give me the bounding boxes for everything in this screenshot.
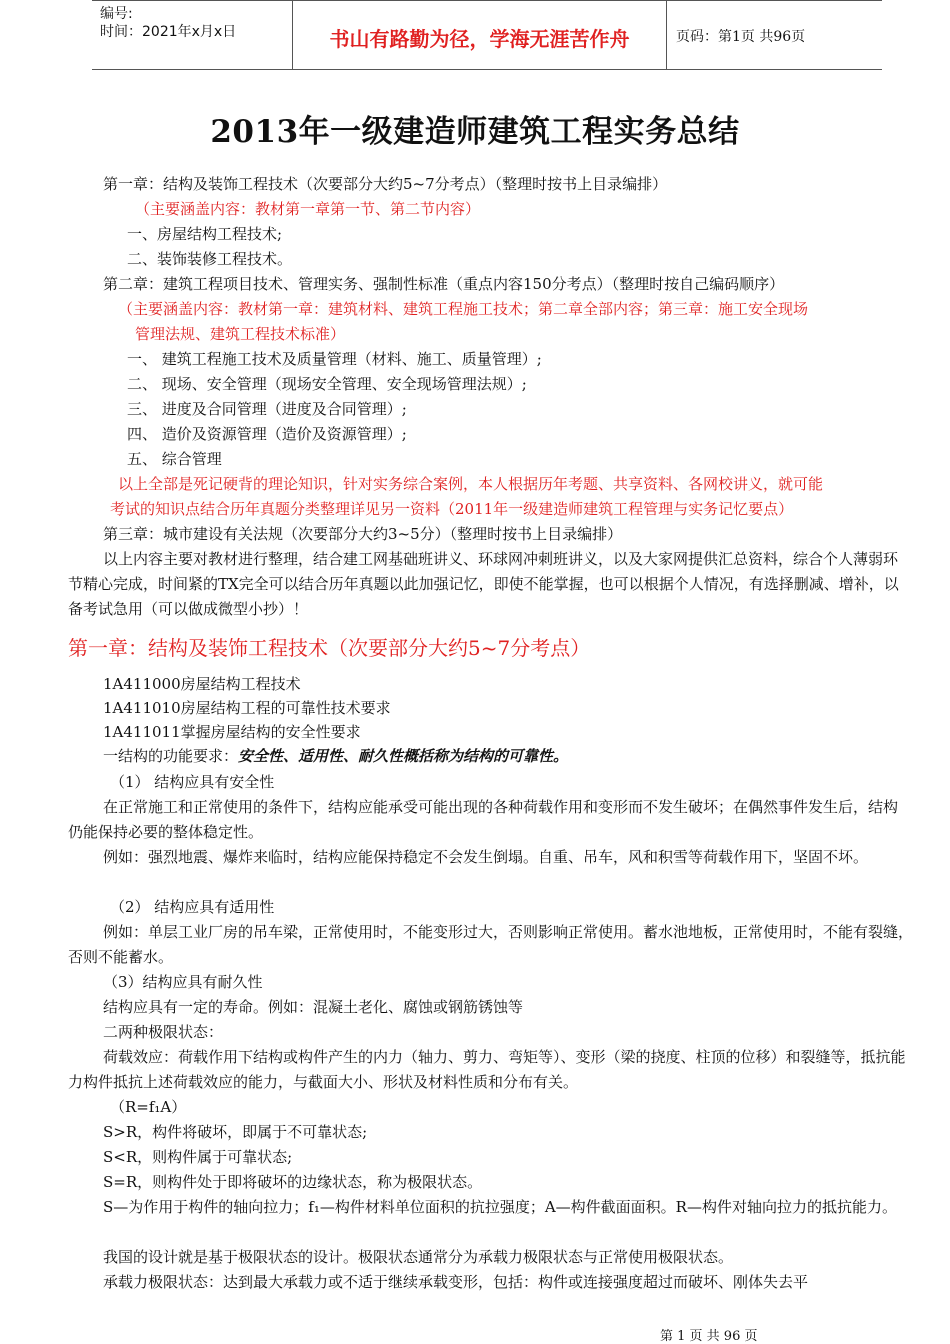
body-line: S<R，则构件属于可靠状态;: [103, 1148, 293, 1166]
intro-line: （主要涵盖内容：教材第一章第一节、第二节内容）: [135, 200, 481, 218]
body-line: 1A411000房屋结构工程技术: [103, 675, 301, 693]
intro-line: 一、 建筑工程施工技术及质量管理（材料、施工、质量管理）;: [127, 350, 542, 368]
body-line: [103, 744, 568, 769]
body-paragraph: 荷载效应：荷载作用下结构或构件产生的内力（轴力、剪力、弯矩等）、变形（梁的挠度、柱顶的位移）和裂缝等，抵抗能力构件抵抗上述荷载效应的能力，与截面大小、形状及材料性质和分布有关。: [68, 1048, 906, 1091]
document-title: 2013年一级建造师建筑工程实务总结: [210, 114, 740, 150]
body-line: （3）结构应具有耐久性: [103, 973, 263, 991]
body-line: S=R，则构件处于即将破坏的边缘状态，称为极限状态。: [103, 1173, 483, 1191]
body-line: 结构应具有一定的寿命。例如：混凝土老化、腐蚀或钢筋锈蚀等: [103, 998, 524, 1016]
intro-line: 第三章：城市建设有关法规（次要部分大约3~5分）（整理时按书上目录编排）: [103, 525, 623, 543]
header-divider: [666, 1, 667, 69]
time-label: 时间：2021年x月x日: [100, 24, 237, 40]
formula-line: （R=f₁A）: [110, 1098, 187, 1116]
body-line: （2） 结构应具有适用性: [110, 898, 275, 916]
body-line: 承载力极限状态：达到最大承载力或不适于继续承载变形，包括：构件或连接强度超过而破坏、刚体失去平: [103, 1273, 809, 1291]
header-page-info: 页码：第1页 共96页: [676, 29, 806, 45]
body-text: 一结构的功能要求：: [103, 747, 239, 765]
intro-line: 三、 进度及合同管理（进度及合同管理）;: [127, 400, 407, 418]
intro-line: 第一章：结构及装饰工程技术（次要部分大约5~7分考点）（整理时按书上目录编排）: [103, 175, 668, 193]
intro-line: 第二章：建筑工程项目技术、管理实务、强制性标准（重点内容150分考点）（整理时按自己编码顺序）: [103, 275, 785, 293]
intro-line: 四、 造价及资源管理（造价及资源管理）;: [127, 425, 407, 443]
number-label: 编号:: [100, 6, 133, 22]
intro-line: 二、装饰装修工程技术。: [127, 250, 293, 268]
body-paragraph: 例如：强烈地震、爆炸来临时，结构应能保持稳定不会发生倒塌。自重、吊车，风和积雪等荷载作用下，坚固不坏。: [103, 848, 869, 866]
intro-line: 五、 综合管理: [127, 450, 222, 468]
header-motto: 书山有路勤为径，学海无涯苦作舟: [329, 27, 630, 51]
body-line: 我国的设计就是基于极限状态的设计。极限状态通常分为承载力极限状态与正常使用极限状态。: [103, 1248, 734, 1266]
emphasis-text: 安全性、适用性、耐久性概括称为结构的可靠性。: [238, 747, 569, 765]
intro-line: 一、房屋结构工程技术;: [127, 225, 283, 243]
header-meta: [100, 5, 290, 41]
body-paragraph: 在正常施工和正常使用的条件下，结构应能承受可能出现的各种荷载作用和变形而不发生破坏；在偶然事件发生后，结构仍能保持必要的整体稳定性。: [68, 798, 899, 841]
body-line: S>R，构件将破坏，即属于不可靠状态;: [103, 1123, 368, 1141]
intro-line: 二、 现场、安全管理（现场安全管理、安全现场管理法规）;: [127, 375, 527, 393]
page-header: [92, 0, 882, 70]
page-footer: 第 1 页 共 96 页: [660, 1329, 758, 1344]
body-line: （1） 结构应具有安全性: [110, 773, 275, 791]
body-line: 1A411011掌握房屋结构的安全性要求: [103, 723, 361, 741]
intro-line: 管理法规、建筑工程技术标准）: [135, 325, 346, 343]
body-paragraph: S—为作用于构件的轴向拉力；f₁—构件材料单位面积的抗拉强度；A—构件截面面积。R—构件对轴向拉力的抵抗能力。: [103, 1198, 897, 1216]
body-line: 1A411010房屋结构工程的可靠性技术要求: [103, 699, 391, 717]
intro-line: （主要涵盖内容：教材第一章：建筑材料、建筑工程施工技术；第二章全部内容；第三章：施工安全现场: [118, 300, 809, 318]
intro-line: 考试的知识点结合历年真题分类整理详见另一资料（2011年一级建造师建筑工程管理与实务记忆要点）: [110, 500, 794, 518]
intro-paragraph: 以上内容主要对教材进行整理，结合建工网基础班讲义、环球网冲刺班讲义，以及大家网提供汇总资料，综合个人薄弱环节精心完成，时间紧的TX完全可以结合历年真题以此加强记忆，即使不能掌握，也可以根据个人情况，有选择删减、增补，以备考试急用（可以做成微型小抄）！: [68, 550, 899, 618]
body-paragraph: 例如：单层工业厂房的吊车梁，正常使用时，不能变形过大，否则影响正常使用。蓄水池地板，正常使用时，不能有裂缝，否则不能蓄水。: [68, 923, 914, 966]
chapter-heading: 第一章：结构及装饰工程技术（次要部分大约5~7分考点）: [68, 636, 591, 660]
intro-line: 以上全部是死记硬背的理论知识，针对实务综合案例，本人根据历年考题、共享资料、各网校讲义，就可能: [118, 475, 824, 493]
body-line: 二两种极限状态：: [103, 1023, 224, 1041]
